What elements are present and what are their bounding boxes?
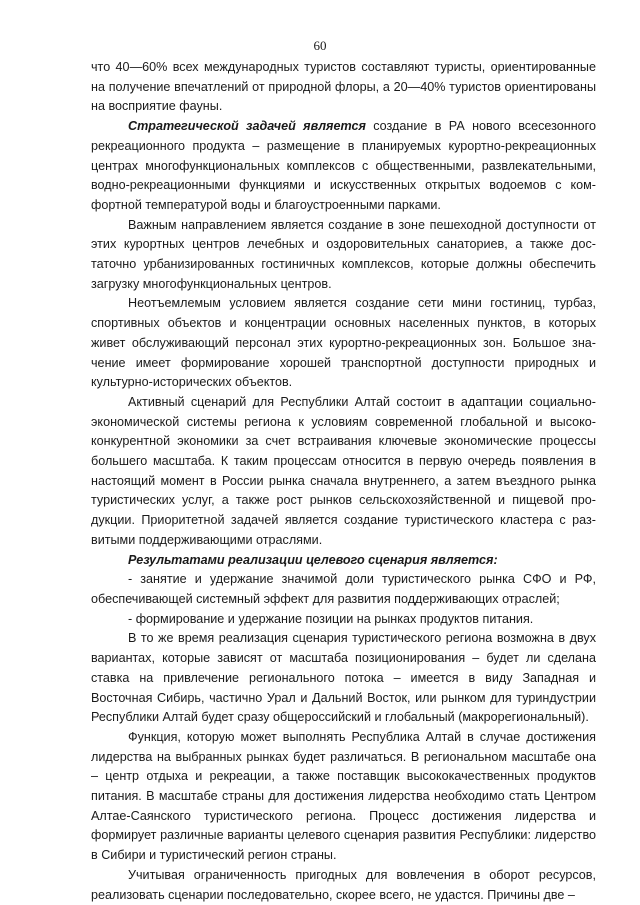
results-item-1: - занятие и удержание значимой доли туристического рынка СФО и РФ, обеспечивающей системный эффект для развития поддерживающих отраслей; bbox=[91, 572, 596, 606]
paragraph-2-lead: Стратегической задачей является bbox=[128, 119, 366, 134]
results-heading: Результатами реализации целевого сценария является: bbox=[128, 552, 498, 567]
paragraph-3 bbox=[91, 216, 596, 295]
paragraph-7: Функция, которую может выполнять Республика Алтай в случае достижения лидерства на выбранных рынках будет различаться. В региональном масштабе она – центр отдыха и рекреации, а также поставщик высококачественных продуктов питания. В масштабе страны для достижения лидерства необходимо стать Центром Алтае-Саянского туристического региона. Процесс достижения лидерства и формирует различные варианты целевого сценария развития Республики: лидерство в Сибири и туристический регион страны. bbox=[91, 729, 596, 863]
results-item-2: - формирование и удержание позиции на рынках продуктов питания. bbox=[128, 611, 534, 626]
paragraph-3-text: Важным направлением является создание в зоне пешеходной доступности от этих курортных центров лечебных и оздоровительных санаториев, а также достаточно урбанизированных гостиничных комплексов, которые должны обеспечить загрузку многофункциональных центров. bbox=[91, 217, 596, 291]
paragraph-2-text: создание в РА нового всесезонного рекреационного продукта – размещение в планируемых курортно-рекреационных центрах многофункциональных комплексов с общественными, развлекательными, водно-рекреационными функциями и искусственных открытых водоемов с комфортной температурой воды и благоустроенными парками. bbox=[91, 119, 596, 212]
body-text bbox=[91, 58, 596, 905]
paragraph-1 bbox=[91, 58, 596, 117]
paragraph-8: Учитывая ограниченность пригодных для вовлечения в оборот ресурсов, реализовать сценарии последовательно, скорее всего, не удастся. Причины две – bbox=[91, 867, 596, 902]
paragraph-4 bbox=[91, 294, 596, 393]
paragraph-6: В то же время реализация сценария туристического региона возможна в двух вариантах, которые зависят от масштаба позиционирования – будет ли сделана ставка на привлечение регионального потока – имеется в виду Западная и Восточная Сибирь, частично Урал и Дальний Восток, или рынком для туриндустрии Республики Алтай будет сразу общероссийский и глобальный (макрорегиональный). bbox=[91, 631, 596, 725]
page-number: 60 bbox=[313, 38, 327, 53]
paragraph-4-text: Неотъемлемым условием является создание сети мини гостиниц, турбаз, спортивных объектов и концентрации основных населенных пунктов, в которых живет обслуживающий персонал этих курортно-рекреационных зон. Большое значение имеет формирование хорошей транспортной доступности природных и культурно-исторических объектов. bbox=[91, 296, 596, 390]
paragraph-5 bbox=[91, 393, 596, 551]
paragraph-5-text: Активный сценарий для Республики Алтай состоит в адаптации социально-экономической системы региона к условиям современной глобальной и высококонкурентной экономики за счет встраивания ключевые экономические процессы большего масштаба. К таким процессам относится в первую очередь появления в настоящий момент в России рынка сначала внутреннего, а затем въездного рынка туристических услуг, а также рост рынков сельскохозяйственной и пищевой продукции. Приоритетной задачей является создание туристического кластера с развитыми поддерживающими отраслями. bbox=[91, 394, 596, 547]
paragraph-2 bbox=[91, 117, 596, 216]
paragraph-1-text: что 40—60% всех международных туристов составляют туристы, ориентированные на получение впечатлений от природной флоры, а 20—40% туристов ориентированы на восприятие фауны. bbox=[91, 60, 596, 114]
